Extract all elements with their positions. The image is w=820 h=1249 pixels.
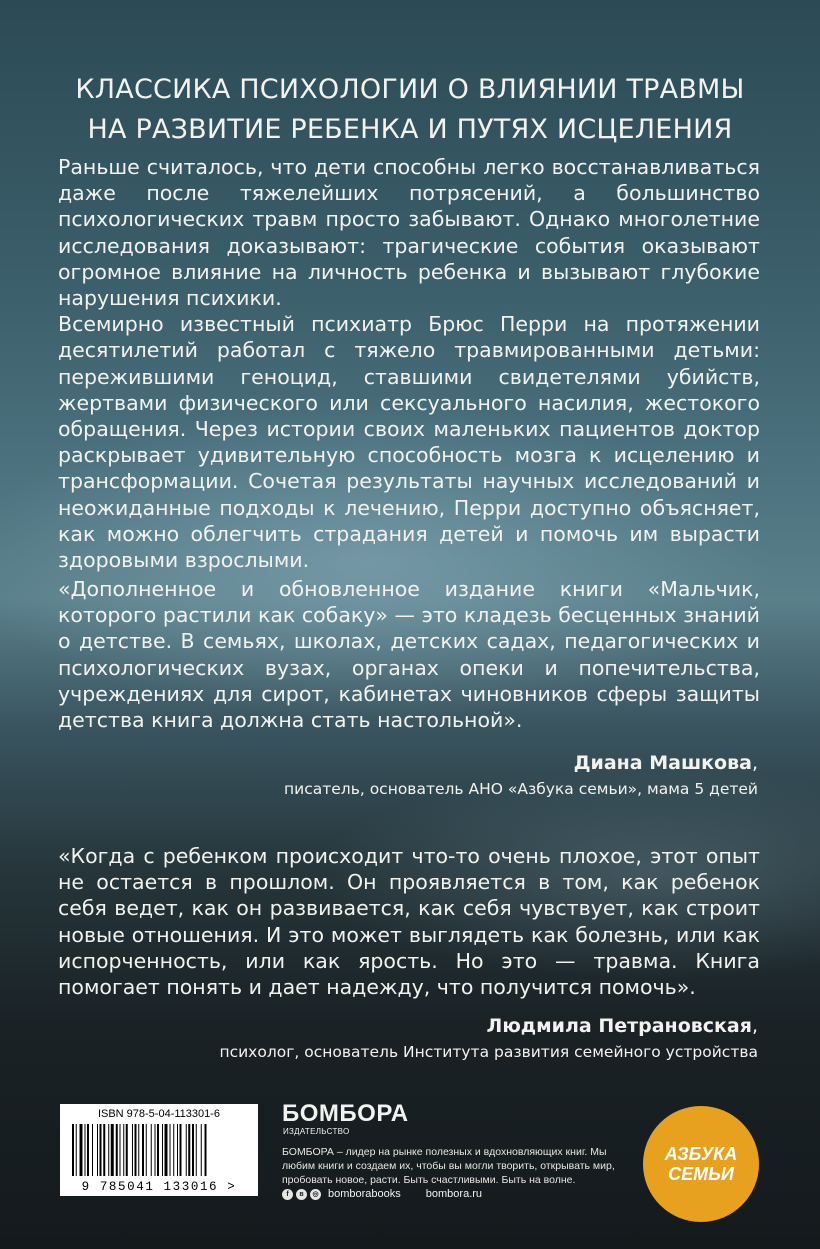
barcode-bar: [126, 1124, 128, 1176]
instagram-icon: ◎: [310, 1189, 321, 1200]
barcode-bar: [72, 1124, 74, 1176]
barcode-bars: [72, 1124, 246, 1176]
barcode-bar: [151, 1124, 152, 1176]
quote-author-1: Диана Машкова,: [573, 752, 758, 774]
publisher-logo: БОМБОРА: [282, 1100, 409, 1127]
barcode-bar: [188, 1124, 190, 1176]
social-handle: bomborabooks: [328, 1188, 401, 1200]
barcode-bar: [97, 1124, 98, 1176]
barcode-bar: [87, 1124, 89, 1176]
barcode-bar: [173, 1124, 174, 1176]
barcode-bar: [138, 1124, 139, 1176]
barcode-bar: [116, 1124, 118, 1176]
azbuka-semyi-badge: [643, 1106, 759, 1222]
barcode-bar: [162, 1124, 163, 1176]
barcode-bar: [201, 1124, 202, 1176]
barcode-bar: [177, 1124, 178, 1176]
barcode-bar: [85, 1124, 86, 1176]
barcode-bar: [120, 1124, 121, 1176]
barcode-bar: [180, 1124, 182, 1176]
barcode-bar: [103, 1124, 105, 1176]
quote-author-role-1: писатель, основатель АНО «Азбука семьи», мама 5 детей: [284, 780, 758, 798]
barcode-bar: [111, 1124, 114, 1176]
isbn-number: ISBN 978-5-04-113301-6: [97, 1108, 221, 1120]
publisher-tagline: БОМБОРА – лидер на рынке полезных и вдохновляющих книг. Мы любим книги и создаем их, чтобы вы могли творить, открывать мир, пробовать новое, расти. Быть счастливыми. Быть на волне.: [282, 1146, 615, 1186]
barcode-bar: [155, 1124, 156, 1176]
description-paragraph-2: Всемирно известный психиатр Брюс Перри на протяжении десятилетий работал с тяжело травмированными детьми: пережившими геноцид, ставшими свидетелями убийств, жертвами физического или сексуального насилия, жестокого обращения. Через истории своих маленьких пациентов доктор раскрывает удивительную способность мозга к исцелению и трансформации. Сочетая результаты научных исследований и неожиданные подходы к лечению, Перри доступно объясняет, как можно облегчить страдания детей и помочь им вырасти здоровыми взрослыми.: [58, 312, 760, 573]
barcode-bar: [165, 1124, 168, 1176]
back-cover-headline: [0, 70, 820, 150]
barcode-bar: [142, 1124, 144, 1176]
barcode-bar: [100, 1124, 102, 1176]
review-quote-2: [58, 843, 760, 1000]
headline-line-2: НА РАЗВИТИЕ РЕБЕНКА И ПУТЯХ ИСЦЕЛЕНИЯ: [87, 114, 733, 146]
quote-text: «Дополненное и обновленное издание книги «Мальчик, которого растили как собаку» — это кладезь бесценных знаний о детстве. В семьях, школах, детских садах, педагогических и психологических вузах, органах опеки и попечительства, учреждениях для сирот, кабинетах чиновников сферы защиты детства книга должна стать настольной».: [58, 577, 760, 733]
barcode-bar: [92, 1124, 93, 1176]
barcode-bar: [170, 1124, 171, 1176]
barcode-bar: [146, 1124, 147, 1176]
headline-line-1: КЛАССИКА ПСИХОЛОГИИ О ВЛИЯНИИ ТРАВМЫ: [75, 74, 745, 106]
badge-line-2: СЕМЬИ: [668, 1164, 734, 1184]
barcode-bar: [76, 1124, 77, 1176]
publisher-website: bombora.ru: [425, 1188, 483, 1200]
description-paragraph-1: Раньше считалось, что дети способны легко восстанавливаться даже после тяжелейших потрясений, а большинство психологических травм просто забывают. Однако многолетние исследования доказывают: трагические события оказывают огромное влияние на личность ребенка и вызывают глубокие нарушения психики.: [58, 155, 760, 311]
barcode-bar: [157, 1124, 159, 1176]
isbn-barcode: [60, 1104, 258, 1196]
barcode-bar: [108, 1124, 109, 1176]
quote-text: «Когда с ребенком происходит что-то очень плохое, этот опыт не остается в прошлом. Он проявляется в том, как ребенок себя ведет, как он развивается, как себя чувствует, как строит новые отношения. И это может выглядеть как болезнь, или как испорченность, или как ярость. Но это — травма. Книга помогает понять и дает надежду, что получится помочь».: [58, 844, 760, 1000]
vk-icon: в: [296, 1189, 307, 1200]
barcode-bar: [192, 1124, 194, 1176]
facebook-icon: f: [282, 1189, 293, 1200]
publisher-socials: [282, 1188, 482, 1200]
publisher-subtitle: ИЗДАТЕЛЬСТВО: [283, 1127, 350, 1136]
barcode-bar: [205, 1124, 207, 1176]
badge-line-1: АЗБУКА: [664, 1144, 738, 1164]
barcode-digits: 9 785041 133016 >: [81, 1180, 237, 1194]
barcode-bar: [80, 1124, 83, 1176]
barcode-bar: [123, 1124, 124, 1176]
quote-author-2: Людмила Петрановская,: [486, 1015, 758, 1037]
barcode-bar: [196, 1124, 197, 1176]
barcode-bar: [135, 1124, 137, 1176]
book-description: [58, 154, 760, 573]
review-quote-1: [58, 576, 760, 733]
quote-author-role-2: психолог, основатель Института развития семейного устройства: [219, 1043, 758, 1061]
barcode-bar: [186, 1124, 187, 1176]
barcode-bar: [132, 1124, 133, 1176]
